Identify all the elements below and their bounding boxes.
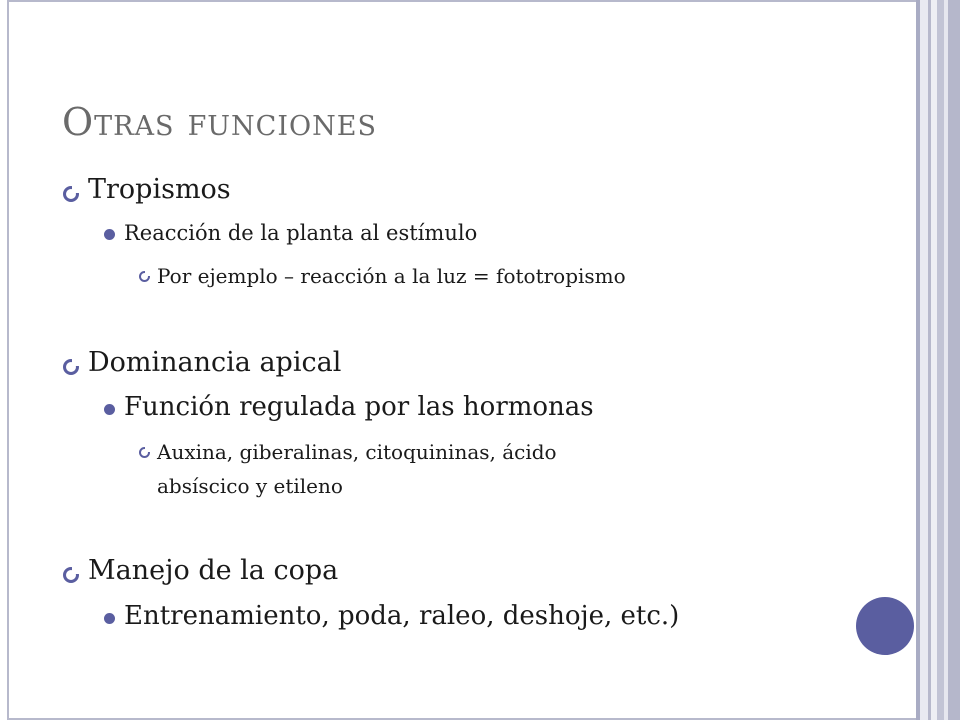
level3-bullet-icon <box>139 271 150 282</box>
bullet-manejo: Manejo de la copa <box>88 555 339 586</box>
decorative-circle <box>856 597 914 655</box>
level3-bullet-icon <box>139 447 150 458</box>
level2-bullet-icon <box>104 613 115 624</box>
bullet-reaccion: Reacción de la planta al estímulo <box>124 221 478 245</box>
frame-left-border <box>7 0 9 720</box>
bullet-auxina-line1: Auxina, giberalinas, citoquininas, ácido <box>157 440 557 464</box>
bullet-auxina-line2: absíscico y etileno <box>157 474 343 498</box>
level1-bullet-icon <box>63 186 79 202</box>
bullet-entrenamiento: Entrenamiento, poda, raleo, deshoje, etc.) <box>124 601 680 631</box>
decorative-stripe <box>948 0 960 720</box>
bullet-ejemplo: Por ejemplo – reacción a la luz = fototropismo <box>157 264 626 288</box>
decorative-stripe <box>920 0 928 720</box>
bullet-funcion: Función regulada por las hormonas <box>124 392 594 422</box>
level2-bullet-icon <box>104 404 115 415</box>
frame-top-border <box>7 0 920 2</box>
bullet-dominancia: Dominancia apical <box>88 347 342 378</box>
slide-title: Otras funciones <box>62 100 377 144</box>
level2-bullet-icon <box>104 229 115 240</box>
bullet-tropismos: Tropismos <box>88 174 231 205</box>
level1-bullet-icon <box>63 359 79 375</box>
level1-bullet-icon <box>63 567 79 583</box>
decorative-stripe <box>937 0 944 720</box>
